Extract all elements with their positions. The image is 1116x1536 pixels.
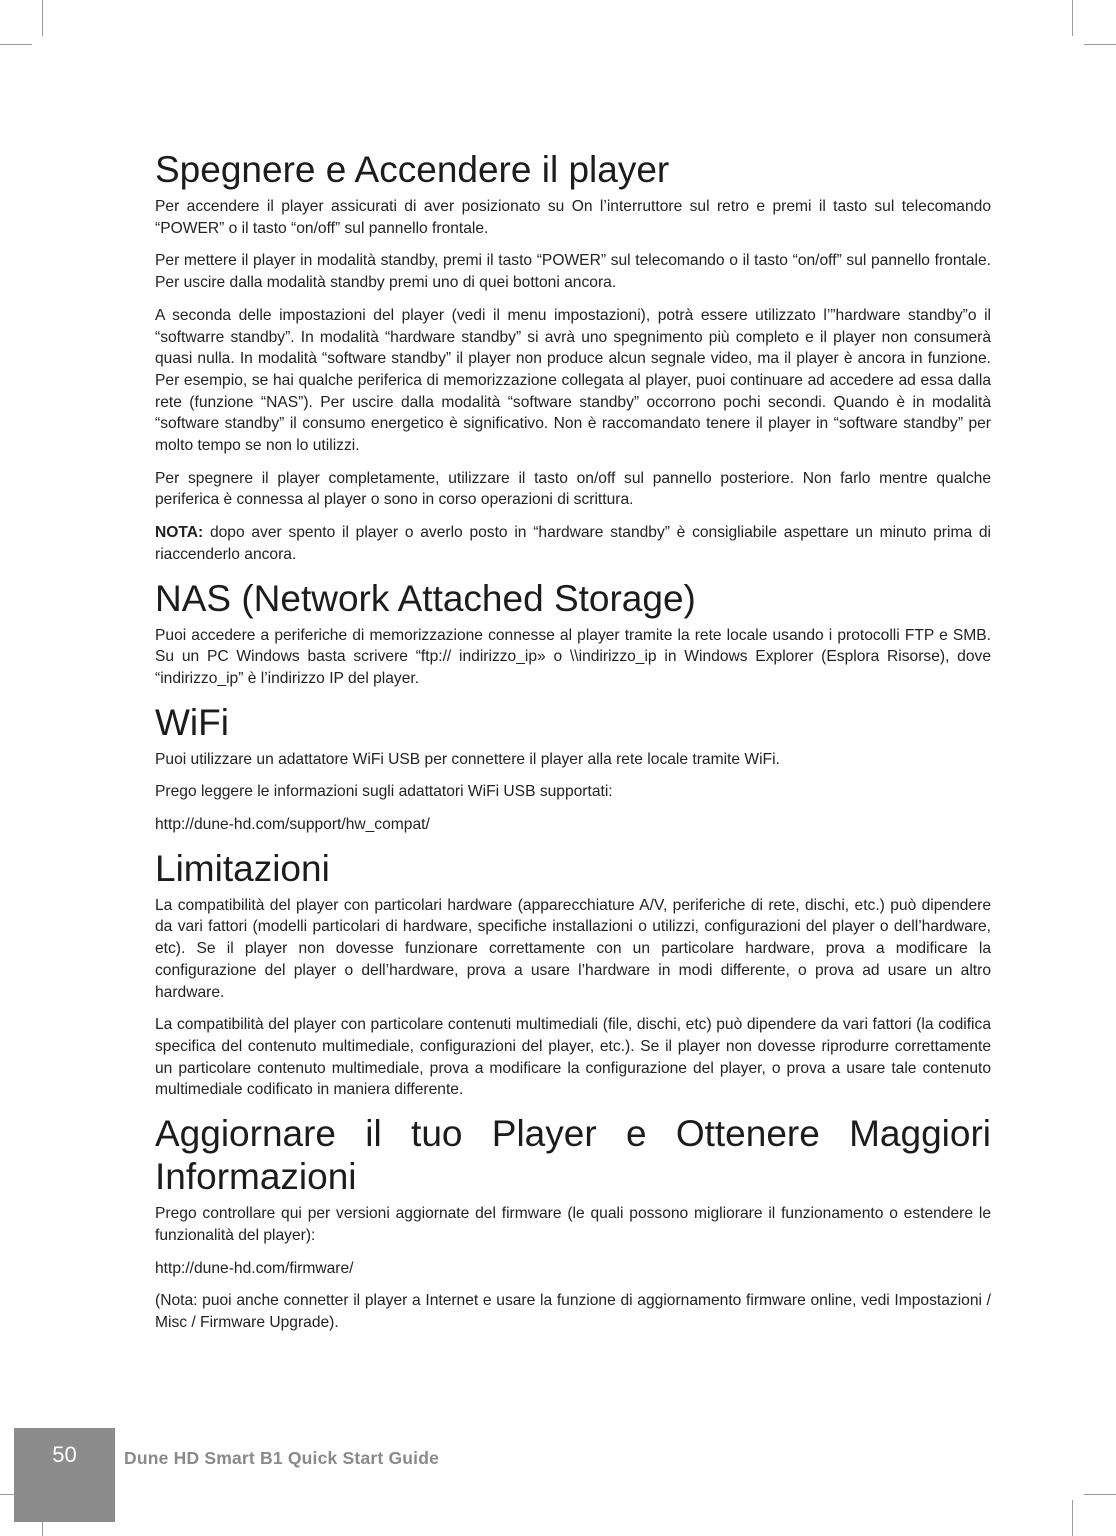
guide-title: Dune HD Smart B1 Quick Start Guide [124, 1448, 440, 1468]
crop-mark [1072, 1500, 1073, 1536]
paragraph: Per spegnere il player completamente, utilizzare il tasto on/off sul pannello posteriore. Non farlo mentre qualche periferica è connessa al player o sono in corso operazioni di scrittura. [155, 469, 991, 509]
crop-mark [0, 44, 32, 45]
paragraph: La compatibilità del player con particolare contenuti multimediali (file, dischi, etc) può dipendere da vari fattori (la codifica specifica del contenuto multimediale, configurazioni del player, etc.). Se il player non dovesse riprodurre correttamente un particolare contenuto multimediale, prova a modificare la configurazione del player, o prova a usare tale contenuto multimediale codificato in maniera differente. [155, 1016, 991, 1099]
firmware-url: http://dune-hd.com/firmware/ [155, 1259, 354, 1277]
heading-power: Spegnere e Accendere il player [155, 149, 670, 190]
crop-mark [1072, 0, 1073, 36]
heading-update: Aggiornare il tuo Player e Ottenere Maggiori Informazioni [155, 1113, 991, 1198]
paragraph: (Nota: puoi anche connetter il player a Internet e usare la funzione di aggiornamento firmware online, vedi Impostazioni / Misc / Firmware Upgrade). [155, 1292, 991, 1331]
paragraph: Prego leggere le informazioni sugli adattatori WiFi USB supportati: [155, 783, 613, 801]
note-label: NOTA: [155, 524, 204, 542]
paragraph: A seconda delle impostazioni del player (vedi il menu impostazioni), potrà essere utilizzato l’”hardware standby”o il “softwarre standby”. In modalità “hardware standby” si avrà uno spegnimento più completo e il player non consumerà quasi nulla. In modalità “software standby” il player non produce alcun segnale video, ma il player è ancora in funzione. Per esempio, se hai qualche periferica di memorizzazione collegata al player, puoi continuare ad accedere ad essa dalla rete (funzione “NAS”). Per uscire dalla modalità “software standby” occorrono pochi secondi. Quando è in modalità “software standby” il consumo energetico è significativo. Non è raccomandato tenere il player in “software standby” per molto tempo se non lo utilizzi. [155, 306, 991, 455]
section-limits [155, 847, 991, 1101]
section-update [155, 1112, 991, 1334]
note-paragraph [155, 522, 991, 565]
note-text: dopo aver spento il player o averlo posto in “hardware standby” è consigliabile aspettare un minuto prima di riaccenderlo ancora. [155, 524, 991, 563]
crop-mark [42, 0, 43, 36]
wifi-url: http://dune-hd.com/support/hw_compat/ [155, 816, 430, 834]
crop-mark [1084, 1494, 1116, 1495]
section-nas [155, 577, 991, 690]
section-power [155, 148, 991, 566]
heading-wifi: WiFi [155, 701, 229, 743]
crop-mark [1084, 44, 1116, 45]
heading-limits: Limitazioni [155, 847, 330, 889]
section-wifi [155, 701, 991, 836]
page-content [155, 148, 991, 1345]
paragraph: Per mettere il player in modalità standby, premi il tasto “POWER” sul telecomando o il tasto “on/off” sul pannello frontale. Per uscire dalla modalità standby premi uno di quei bottoni ancora. [155, 252, 991, 292]
paragraph: Prego controllare qui per versioni aggiornate del firmware (le quali possono migliorare il funzionamento o estendere le funzionalità del player): [155, 1205, 991, 1244]
paragraph: Puoi utilizzare un adattatore WiFi USB per connettere il player alla rete locale tramite WiFi. [155, 750, 780, 768]
paragraph: La compatibilità del player con particolari hardware (apparecchiature A/V, periferiche di rete, dischi, etc.) può dipendere da vari fattori (modelli particolari di hardware, specifiche installazioni o utilizzi, configurazioni del player o dell’hardware, etc). Se il player non dovesse funzionare correttamente con un particolare hardware, prova a modificare la configurazione del player o dell’hardware, prova a usare l’hardware in modi differente, o prova ad usare un altro hardware. [155, 896, 991, 1001]
page-number: 50 [52, 1442, 77, 1467]
paragraph: Puoi accedere a periferiche di memorizzazione connesse al player tramite la rete locale usando i protocolli FTP e SMB. Su un PC Windows basta scrivere “ftp:// indirizzo_ip» o \\indirizzo_ip in Windows Explorer (Esplora Risorse), dove “indirizzo_ip” è l’indirizzo IP del player. [155, 626, 991, 687]
paragraph: Per accendere il player assicurati di aver posizionato su On l’interruttore sul retro e premi il tasto sul telecomando “POWER” o il tasto “on/off” sul pannello frontale. [155, 198, 991, 237]
heading-nas: NAS (Network Attached Storage) [155, 577, 696, 619]
